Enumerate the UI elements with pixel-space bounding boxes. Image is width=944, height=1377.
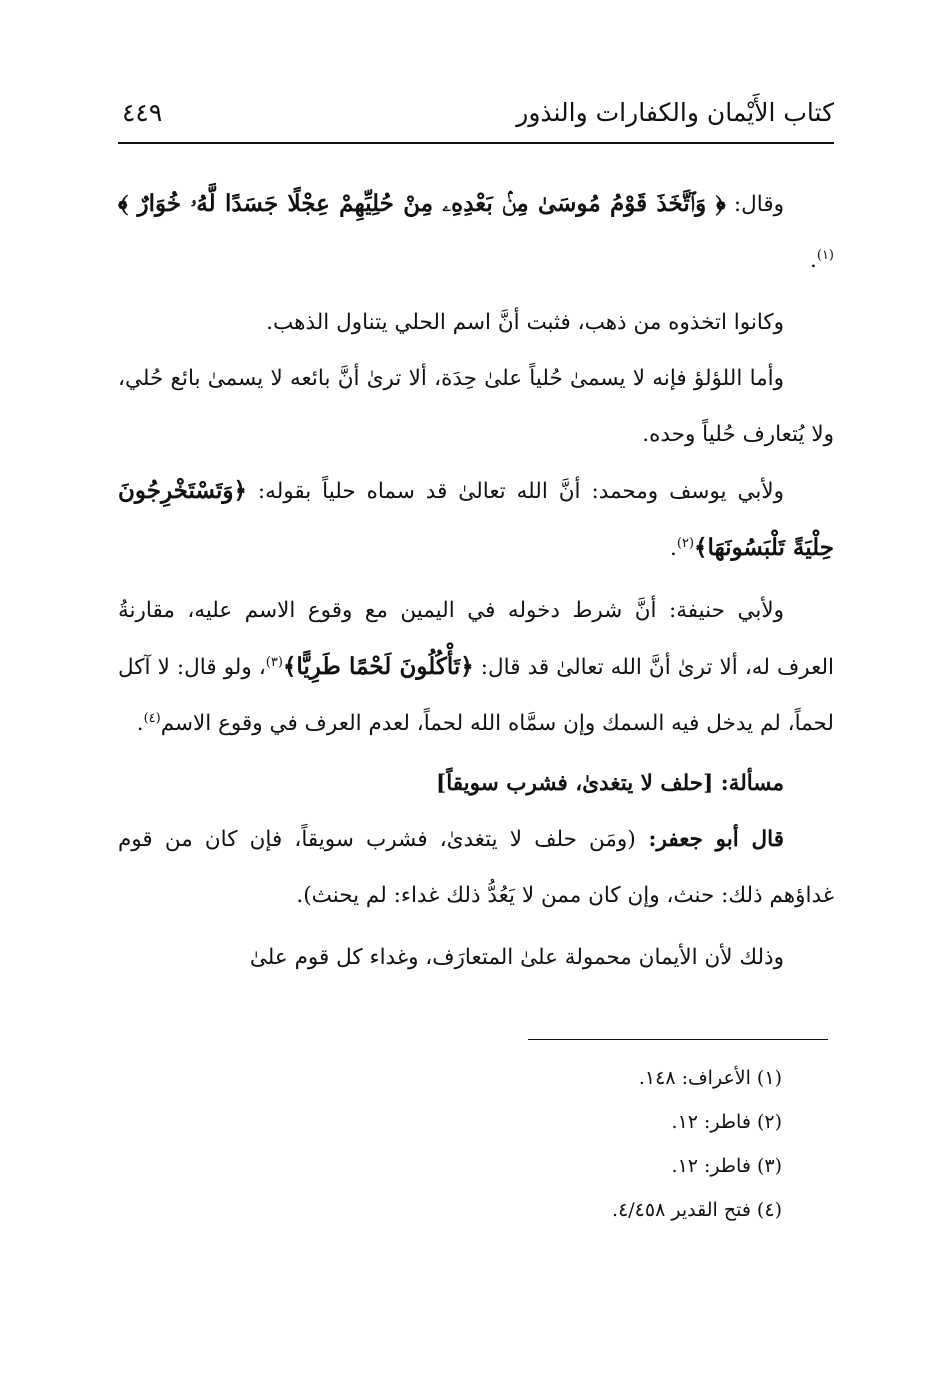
paragraph-text: (ومَن حلف لا يتغدىٰ، فشرب سويقاً، فإن كان من قوم غداؤهم ذلك: حنث، وإن كان ممن لا يَعُدُّ ذلك غداء: لم يحنث). — [118, 827, 834, 908]
quran-verse: ﴿ وَٱتَّخَذَ قَوْمُ مُوسَىٰ مِنۢ بَعْدِهِۦ مِنْ حُلِيِّهِمْ عِجْلًا جَسَدًا لَّهُۥ خُوَارٌ ﴾ — [118, 190, 726, 217]
footnote-ref: (١) — [816, 247, 834, 263]
footnote-3: (٣) فاطر: ١٢. — [671, 1155, 782, 1177]
paragraph-intro: وقال: — [725, 192, 784, 217]
section-heading: مسألة: [حلف لا يتغدىٰ، فشرب سويقاً] — [436, 771, 784, 796]
paragraph-abu-hanifa — [118, 583, 834, 752]
running-title: كتاب الأَيْمان والكفارات والنذور — [516, 98, 834, 127]
speaker-label: قال أبو جعفر: — [635, 827, 784, 852]
punctuation: . — [810, 248, 817, 273]
paragraph-text-cont: ، ولو قال: لا آكل لحماً، لم يدخل فيه السمك وإن سمَّاه الله لحماً، لعدم العرف في وقوع الاسم — [118, 655, 834, 736]
punctuation: . — [136, 711, 144, 736]
footnotes — [118, 1056, 782, 1232]
paragraph-custom: وذلك لأن الأيمان محمولة علىٰ المتعارَف، وغداء كل قوم علىٰ — [249, 945, 784, 970]
footnote-ref: (٣) — [265, 654, 283, 670]
footnote-4: (٤) فتح القدير ٤/٤٥٨. — [612, 1199, 782, 1221]
paragraph-abu-yusuf — [118, 463, 834, 577]
paragraph-text: ولأبي حنيفة: أنَّ شرط دخوله في اليمين مع وقوع الاسم عليه، مقارنةُ العرف له، ألا ترىٰ أنَّ الله تعالىٰ قد قال: — [118, 598, 835, 680]
footnote-2: (٢) فاطر: ١٢. — [671, 1111, 782, 1133]
paragraph-pearl: وأما اللؤلؤ فإنه لا يسمىٰ حُلياً علىٰ حِدَة، ألا ترىٰ أنَّ بائعه لا يسمىٰ بائع حُلي، ولا يُتعارف حُلياً وحده. — [118, 366, 834, 447]
punctuation: . — [670, 536, 677, 561]
paragraph-text: ولأبي يوسف ومحمد: أنَّ الله تعالىٰ قد سماه حلياً بقوله: — [246, 479, 784, 504]
footnote-1: (١) الأعراف: ١٤٨. — [638, 1067, 782, 1089]
footnote-ref: (٢) — [676, 535, 695, 551]
quran-verse: ﴿تَأْكُلُونَ لَحْمًا طَرِيًّا﴾ — [282, 653, 474, 680]
paragraph-quran-148 — [118, 176, 834, 289]
page-header — [118, 92, 834, 144]
footnote-divider — [528, 1039, 828, 1040]
page-number: ٤٤٩ — [122, 98, 163, 127]
footnote-ref: (٤) — [143, 710, 161, 726]
paragraph-gold: وكانوا اتخذوه من ذهب، فثبت أنَّ اسم الحلي يتناول الذهب. — [266, 310, 784, 335]
quran-verse: ﴿وَتَسْتَخْرِجُونَ حِلْيَةً تَلْبَسُونَهَا﴾ — [118, 477, 834, 561]
paragraph-abu-jafar — [118, 812, 834, 924]
page-body — [118, 176, 834, 986]
